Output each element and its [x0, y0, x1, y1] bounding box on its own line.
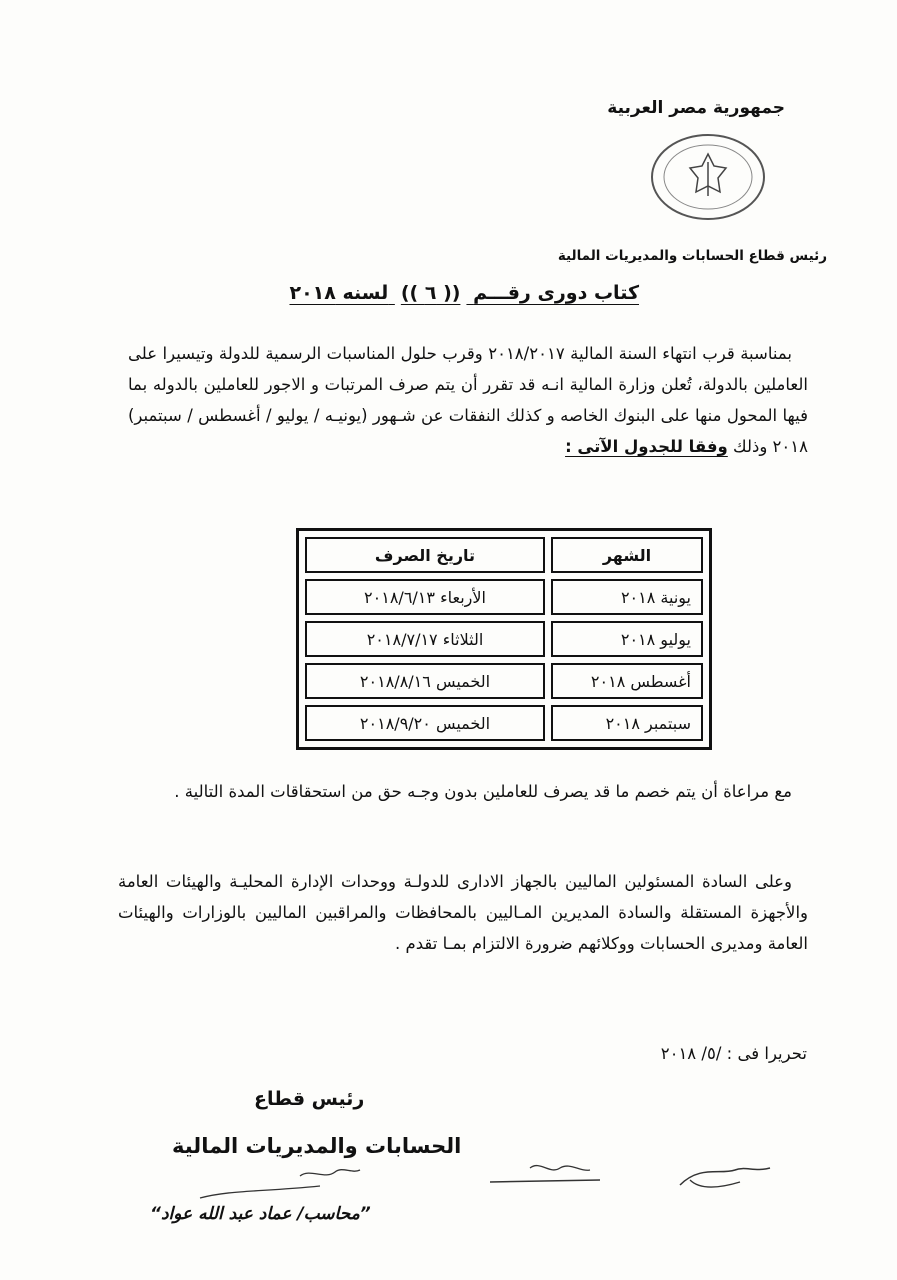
signatory-name: ”محاسب/ عماد عبد الله عواد“: [150, 1204, 371, 1224]
circular-label: كتاب دورى رقـــم: [473, 282, 639, 304]
paragraph-instructions: وعلى السادة المسئولين الماليين بالجهاز الادارى للدولـة ووحدات الإدارة المحليـة والهيئات العامة والأجهزة المستقلة والسادة المديرين المـاليين بالمحافظات والمراقبين الماليين بالوزارات والهيئات العامة ومديرى الحسابات ووكلائهم ضرورة الالتزام بمـا تقدم .: [118, 872, 808, 953]
schedule-reference: وفقا للجدول الآتى :: [565, 437, 728, 456]
date-cell: الخميس ٢٠١٨/٩/٢٠: [305, 705, 545, 741]
paragraph-announcement-text: بمناسبة قرب انتهاء السنة المالية ٢٠١٨/٢٠١٧ وقرب حلول المناسبات الرسمية للدولة وتيسيرا على العاملين بالدولة، تُعلن وزارة المالية انـه قد تقرر أن يتم صرف المرتبات و الاجور للعاملين بالدوله بما فيها المحول منها على البنوك الخاصه و كذلك النفقات عن شـهور (يونيـه / يوليو / أغسطس / سبتمبر) ٢٠١٨ وذلك: [128, 344, 808, 456]
month-cell: سبتمبر ٢٠١٨: [551, 705, 703, 741]
table-row: [305, 705, 703, 741]
country-header: جمهورية مصر العربية: [607, 98, 785, 118]
date-cell: الثلاثاء ٢٠١٨/٧/١٧: [305, 621, 545, 657]
table-header-row: [305, 537, 703, 573]
header-month: الشهر: [551, 537, 703, 573]
paragraph-deduction: مع مراعاة أن يتم خصم ما قد يصرف للعاملين بدون وجـه حق من استحقاقات المدة التالية .: [174, 782, 792, 801]
date-cell: الأربعاء ٢٠١٨/٦/١٣: [305, 579, 545, 615]
header-pay-date: تاريخ الصرف: [305, 537, 545, 573]
written-label: تحريرا فى :: [726, 1044, 807, 1063]
written-date-value: /٥/ ٢٠١٨: [660, 1044, 722, 1063]
month-cell: أغسطس ٢٠١٨: [551, 663, 703, 699]
written-date: [661, 1044, 807, 1063]
month-cell: يوليو ٢٠١٨: [551, 621, 703, 657]
payment-schedule-table: [296, 528, 712, 750]
table-row: [305, 579, 703, 615]
circular-number: (( ٦ )): [400, 282, 461, 304]
signatory-title-line2: الحسابات والمديريات المالية: [172, 1134, 462, 1158]
paragraph-announcement: [128, 338, 808, 462]
circular-year: لسنه ٢٠١٨: [289, 282, 389, 304]
ministry-seal-icon: [648, 132, 768, 222]
table-row: [305, 663, 703, 699]
signatory-title-line1: رئيس قطاع: [254, 1088, 365, 1110]
circular-title: [289, 282, 639, 304]
date-cell: الخميس ٢٠١٨/٨/١٦: [305, 663, 545, 699]
month-cell: يونية ٢٠١٨: [551, 579, 703, 615]
department-header: رئيس قطاع الحسابات والمديريات المالية: [557, 248, 827, 264]
table-row: [305, 621, 703, 657]
